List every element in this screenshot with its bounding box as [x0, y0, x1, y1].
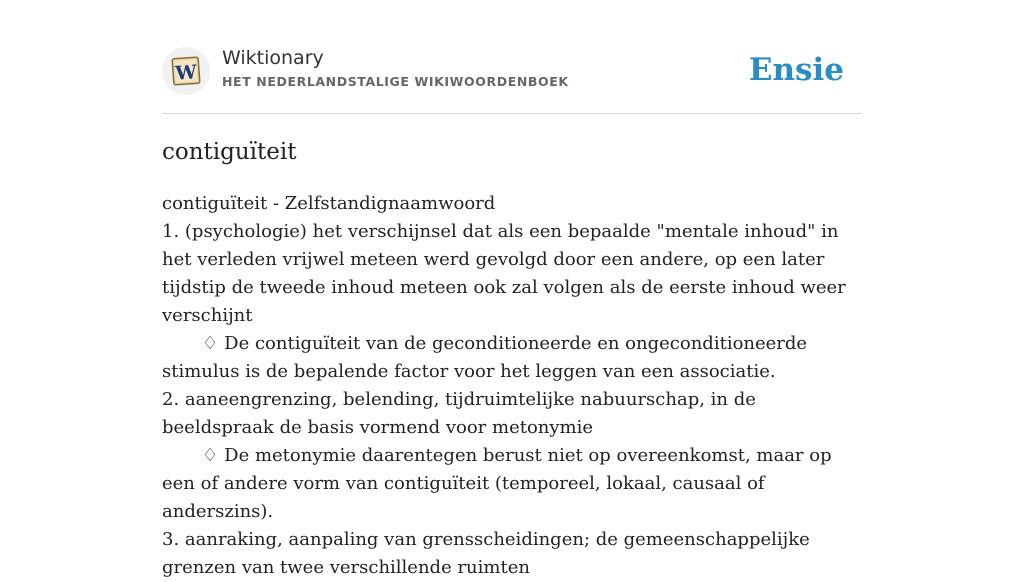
site-subtitle: HET NEDERLANDSTALIGE WIKIWOORDENBOEK [222, 74, 569, 89]
example-text: De contiguïteit van de geconditioneerde en ongeconditioneerde stimulus is de bepalende factor voor het leggen van een associatie. [162, 333, 808, 382]
diamond-bullet-icon: ♢ [202, 333, 219, 354]
entry-content [162, 190, 862, 582]
sense-definition: 2. aaneengrenzing, belending, tijdruimtelijke nabuurschap, in de beeldspraak de basis vormend voor metonymie [162, 389, 756, 438]
headword-line: contiguïteit - Zelfstandignaamwoord [162, 193, 496, 214]
ensie-brand-link[interactable]: Ensie [748, 52, 844, 88]
sense-definition: 3. aanraking, aanpaling van grensscheidingen; de gemeenschappelijke grenzen van twee verschillende ruimten [162, 529, 810, 578]
site-logo[interactable] [162, 47, 210, 95]
sense-definition: 1. (psychologie) het verschijnsel dat als een bepaalde "mentale inhoud" in het verleden vrijwel meteen werd gevolgd door een andere, op een later tijdstip de tweede inhoud meteen ook zal volgen als de eerste inhoud weer verschijnt [162, 221, 846, 326]
wiktionary-tile-icon [169, 54, 203, 88]
svg-text:W: W [174, 61, 198, 85]
example-text: De metonymie daarentegen berust niet op overeenkomst, maar op een of andere vorm van contiguïteit (temporeel, lokaal, causaal of anderszins). [162, 445, 832, 522]
site-title[interactable]: Wiktionary [222, 47, 324, 69]
diamond-bullet-icon: ♢ [202, 445, 219, 466]
site-header [162, 0, 862, 114]
sense-example [162, 330, 862, 386]
page-container [162, 0, 862, 578]
sense-example [162, 442, 862, 526]
page-title: contiguïteit [162, 139, 297, 165]
